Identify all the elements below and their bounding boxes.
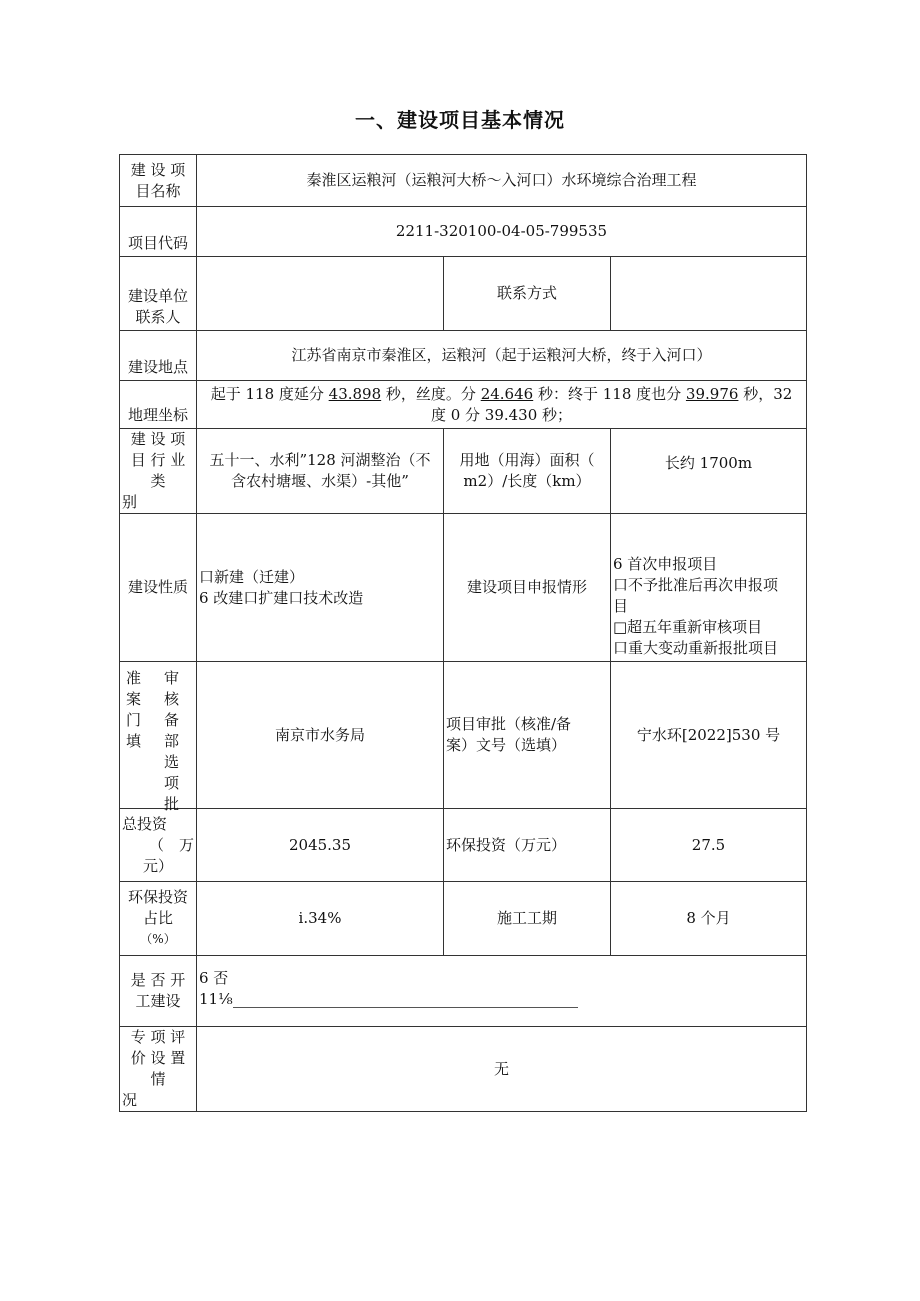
nature-label: 建设性质 — [120, 514, 197, 662]
area-label-line-1: 用地（用海）面积（ — [459, 451, 595, 469]
approval-label-char: 项 — [164, 774, 180, 792]
approval-label-char: 案 — [126, 690, 142, 708]
construction-period-label: 施工工期 — [444, 882, 611, 956]
started-label — [120, 956, 197, 1027]
industry-value-line-1: 五十一、水利”128 河湖整治（不 — [209, 451, 431, 469]
env-investment-value: 27.5 — [611, 809, 807, 882]
env-ratio-label-line-2: 占比 — [142, 909, 173, 927]
report-option-resubmit: 口不予批准后再次申报项 — [613, 576, 779, 594]
started-label-line-2: 工建设 — [135, 992, 181, 1010]
row-industry — [120, 429, 807, 514]
started-option-yes-text: 11⅛ — [199, 990, 233, 1008]
approval-label-char: 准 — [126, 669, 142, 687]
coord-start-seconds: 43.898 — [328, 384, 382, 403]
industry-value-line-2: 含农村塘堰、水渠）-其他” — [231, 472, 409, 490]
approval-label-col-b — [164, 668, 179, 815]
location-value: 江苏省南京市秦淮区，运粮河（起于运粮河大桥，终于入河口） — [197, 331, 807, 381]
report-option-first: 6 首次申报项目 — [613, 555, 718, 573]
area-label-line-2: m2）/长度（km） — [463, 472, 591, 490]
row-project-name — [120, 155, 807, 207]
contact-person-label — [120, 257, 197, 331]
industry-label-line-3: 别 — [122, 493, 138, 511]
investment-label-line-2: （ 万 — [148, 835, 194, 854]
special-eval-label-line-3: 况 — [122, 1091, 138, 1109]
coord-text-3: 秒：终于 118 度也分 — [533, 384, 686, 403]
coordinates-line-1 — [199, 384, 804, 405]
report-label: 建设项目申报情形 — [444, 514, 611, 662]
row-started — [120, 956, 807, 1027]
contact-person-label-line-2: 联系人 — [135, 308, 181, 326]
approval-dept-value: 南京市水务局 — [197, 662, 444, 809]
row-approval — [120, 662, 807, 809]
row-ratio — [120, 882, 807, 956]
approval-dept-label — [120, 662, 197, 813]
special-eval-label — [120, 1027, 197, 1112]
industry-label-line-2: 目 行 业 类 — [130, 451, 186, 490]
project-code-value: 2211-320100-04-05-799535 — [197, 207, 807, 257]
row-nature — [120, 514, 807, 662]
nature-options — [197, 514, 444, 662]
started-option-yes — [199, 989, 804, 1010]
approval-doc-value: 宁水环[2022]530 号 — [611, 662, 807, 809]
started-fill-line — [233, 993, 578, 1008]
project-name-label-line-1: 建 设 项 — [130, 160, 186, 179]
approval-label-char: 填 — [126, 732, 142, 750]
report-option-resubmit-cont: 目 — [613, 597, 629, 615]
nature-option-rebuild: 6 改建口扩建口技术改造 — [199, 588, 364, 607]
approval-doc-label — [444, 662, 611, 809]
area-label — [444, 429, 611, 514]
contact-method-label: 联系方式 — [444, 257, 611, 331]
coord-start-lat-seconds: 24.646 — [480, 384, 534, 403]
project-code-label: 项目代码 — [120, 207, 197, 257]
approval-label-col-a — [126, 668, 141, 752]
project-name-label — [120, 155, 197, 207]
coordinates-value — [197, 381, 807, 429]
location-label: 建设地点 — [120, 331, 197, 381]
special-eval-value: 无 — [197, 1027, 807, 1112]
coord-text-1: 起于 118 度延分 — [210, 384, 329, 403]
area-value: 长约 1700m — [611, 429, 807, 514]
construction-period-value: 8 个月 — [611, 882, 807, 956]
row-project-code — [120, 207, 807, 257]
row-investment — [120, 809, 807, 882]
investment-value: 2045.35 — [197, 809, 444, 882]
project-name-value: 秦淮区运粮河（运粮河大桥～入河口）水环境综合治理工程 — [197, 155, 807, 207]
row-contact — [120, 257, 807, 331]
approval-label-char: 审 — [164, 669, 180, 687]
approval-label-char: 备 — [164, 711, 180, 729]
special-eval-label-line-1: 专 项 评 — [130, 1028, 186, 1046]
coord-end-seconds: 39.976 — [685, 384, 739, 403]
industry-label — [120, 429, 197, 514]
coordinates-label: 地理坐标 — [120, 381, 197, 429]
industry-value — [197, 429, 444, 514]
approval-label-char: 门 — [126, 711, 142, 729]
env-ratio-label — [120, 882, 197, 956]
approval-doc-label-line-2: 案）文号（选填） — [446, 736, 567, 754]
approval-doc-label-line-1: 项目审批（核准/备 — [446, 715, 572, 733]
contact-method-value — [611, 257, 807, 331]
industry-label-line-1: 建 设 项 — [130, 430, 186, 448]
report-option-five-years: □超五年重新审核项目 — [613, 618, 763, 636]
env-investment-label: 环保投资（万元） — [444, 809, 611, 882]
page-title: 一、建设项目基本情况 — [355, 108, 565, 132]
investment-label-line-3: 元） — [142, 856, 173, 875]
approval-label-char: 批 — [164, 795, 180, 813]
coord-text-4: 秒，32 — [738, 384, 793, 403]
approval-label-char: 选 — [164, 753, 180, 771]
nature-option-new: 口新建（迁建） — [199, 567, 305, 586]
report-option-major-change: 口重大变动重新报批项目 — [613, 639, 779, 657]
env-ratio-label-line-1: 环保投资 — [127, 888, 188, 906]
coordinates-line-2: 度 0 分 39.430 秒； — [430, 405, 573, 424]
started-label-line-1: 是 否 开 — [130, 971, 186, 989]
approval-label-char: 部 — [164, 732, 180, 750]
project-info-table — [119, 154, 807, 1112]
started-value — [197, 956, 807, 1027]
row-special — [120, 1027, 807, 1112]
env-ratio-value: i.34% — [197, 882, 444, 956]
env-ratio-label-line-3: （%） — [140, 932, 176, 946]
row-coordinates — [120, 381, 807, 429]
coord-text-2: 秒，丝度。分 — [381, 384, 481, 403]
approval-label-char: 核 — [164, 690, 180, 708]
contact-person-label-line-1: 建设单位 — [127, 287, 188, 305]
row-location — [120, 331, 807, 381]
report-options — [611, 514, 807, 662]
project-name-label-line-2: 目名称 — [135, 181, 181, 200]
started-option-no: 6 否 — [199, 969, 229, 987]
special-eval-label-line-2: 价 设 置 情 — [130, 1049, 186, 1088]
contact-person-value — [197, 257, 444, 331]
investment-label-line-1: 总投资 — [122, 814, 168, 833]
investment-label — [120, 809, 197, 882]
